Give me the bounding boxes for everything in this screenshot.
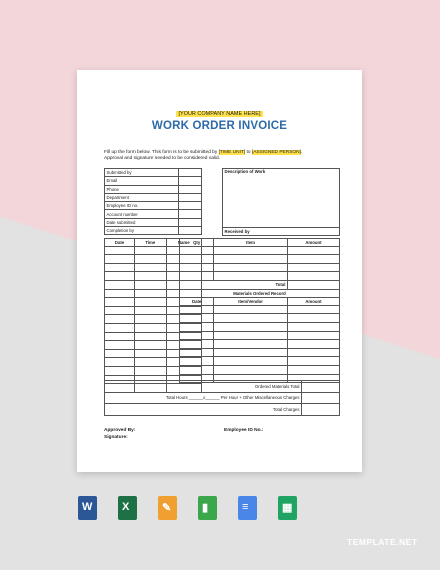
total-charges-value[interactable] [302,404,340,416]
total-hours-value[interactable] [302,392,340,404]
time-cell[interactable] [105,358,135,367]
materials-cell[interactable] [214,365,288,374]
materials-cell[interactable] [287,263,339,272]
materials-cell[interactable] [180,348,214,357]
info-field-value[interactable] [179,227,202,235]
materials-cell[interactable] [180,314,214,323]
materials-cell[interactable] [180,365,214,374]
time-cell[interactable] [135,280,166,289]
info-field-label: Department [105,193,179,201]
info-field-label: Email [105,177,179,185]
info-table [104,168,202,235]
materials-cell[interactable] [214,272,288,281]
received-by-label: Received by [223,228,340,236]
materials-cell[interactable] [214,263,288,272]
materials-header: Amount [287,239,339,247]
time-cell[interactable] [105,366,135,375]
info-field-label: Date submitted [105,218,179,226]
time-cell[interactable] [135,315,166,324]
materials-header: Qty [180,239,214,247]
info-field-value[interactable] [179,193,202,201]
materials-cell[interactable] [180,272,214,281]
instructions: Fill up the form below. This form is to be submitted by [TIME UNIT] to [ASSIGNED PERSON]. Approval and signature needed to be considered valid. [104,150,303,162]
info-field-label: Account number [105,210,179,218]
materials-cell[interactable] [214,357,288,366]
signature-label: Signature: [104,435,128,440]
materials-header: Item/Vendor [214,298,288,306]
employee-id-label: Employee ID No.: [224,428,264,433]
materials-cell[interactable] [180,246,214,255]
time-cell[interactable] [105,341,135,350]
time-cell[interactable] [105,246,135,255]
materials-cell[interactable] [287,314,339,323]
materials-cell[interactable] [214,348,288,357]
ordered-materials-total-label: Ordered Materials Total [105,381,302,393]
app-icon-glyph: ≡ [242,501,249,513]
materials-cell[interactable] [287,331,339,340]
google-sheets-icon[interactable] [278,496,297,520]
pages-icon[interactable] [158,496,177,520]
numbers-icon[interactable] [198,496,217,520]
items-total-label: Total [180,280,288,289]
time-cell[interactable] [135,349,166,358]
info-field-label: Completion by [105,227,179,235]
summary-table [104,380,340,416]
app-icon-glyph: ▮ [202,502,209,514]
materials-header: Date [180,298,214,306]
time-cell[interactable] [135,255,166,264]
word-icon[interactable] [78,496,97,520]
materials-cell[interactable] [287,340,339,349]
app-icon-glyph: ▦ [282,502,293,514]
time-cell[interactable] [105,263,135,272]
items-total-value[interactable] [287,280,339,289]
brand-logo: TEMPLATE.NET [347,537,418,547]
materials-cell[interactable] [180,263,214,272]
time-cell[interactable] [135,306,166,315]
time-cell[interactable] [135,323,166,332]
time-cell[interactable] [135,272,166,281]
info-field-value[interactable] [179,202,202,210]
materials-cell[interactable] [214,314,288,323]
time-cell[interactable] [135,341,166,350]
materials-cell[interactable] [214,322,288,331]
materials-table [179,238,340,383]
ordered-materials-total-value[interactable] [302,381,340,393]
description-of-work-label: Description of Work [223,169,340,228]
materials-cell[interactable] [214,255,288,264]
document-title: WORK ORDER INVOICE [151,120,288,132]
time-header: Name [166,239,201,247]
app-icon-glyph: W [82,501,93,513]
materials-cell[interactable] [180,305,214,314]
info-field-value[interactable] [179,210,202,218]
app-icon-glyph: ✎ [162,502,172,514]
materials-cell[interactable] [287,348,339,357]
time-cell[interactable] [135,332,166,341]
info-field-label: Employee ID no. [105,202,179,210]
excel-icon[interactable] [118,496,137,520]
info-field-value[interactable] [179,169,202,177]
company-name-placeholder: [YOUR COMPANY NAME HERE] [178,111,261,117]
materials-cell[interactable] [287,305,339,314]
materials-cell[interactable] [214,246,288,255]
materials-cell[interactable] [287,272,339,281]
materials-cell[interactable] [180,331,214,340]
materials-cell[interactable] [180,322,214,331]
time-cell[interactable] [135,358,166,367]
materials-cell[interactable] [287,246,339,255]
time-cell[interactable] [135,246,166,255]
time-cell[interactable] [135,289,166,298]
materials-cell[interactable] [180,255,214,264]
info-field-value[interactable] [179,185,202,193]
time-cell[interactable] [105,315,135,324]
approved-by-label: Approved By: [104,428,136,433]
materials-cell[interactable] [180,357,214,366]
time-header: Time [135,239,166,247]
materials-cell[interactable] [180,340,214,349]
time-cell[interactable] [105,280,135,289]
materials-cell[interactable] [287,357,339,366]
time-cell[interactable] [105,323,135,332]
time-cell[interactable] [105,272,135,281]
time-cell[interactable] [105,332,135,341]
total-hours-line: Total Hours ______x______ Per Hour + Other Miscellaneous Charges [105,392,302,404]
materials-cell[interactable] [287,365,339,374]
time-cell[interactable] [105,298,135,307]
google-docs-icon[interactable] [238,496,257,520]
time-cell[interactable] [105,349,135,358]
time-cell[interactable] [105,306,135,315]
invoice-page [77,70,362,472]
materials-cell[interactable] [287,255,339,264]
info-field-label: Phone [105,185,179,193]
materials-cell[interactable] [287,322,339,331]
time-cell[interactable] [105,289,135,298]
time-cell[interactable] [135,298,166,307]
materials-header: Item [214,239,288,247]
description-table [222,168,340,236]
app-icon-glyph: X [122,501,130,513]
info-field-value[interactable] [179,218,202,226]
time-header: Date [105,239,135,247]
materials-record-label: Materials Ordered Record [180,289,340,298]
materials-cell[interactable] [214,305,288,314]
time-cell[interactable] [135,366,166,375]
materials-header: Amount [287,298,339,306]
info-field-label: Submitted by [105,169,179,177]
time-cell[interactable] [105,255,135,264]
materials-cell[interactable] [214,340,288,349]
total-charges-label: Total Charges [105,404,302,416]
time-cell[interactable] [135,263,166,272]
materials-cell[interactable] [214,331,288,340]
info-field-value[interactable] [179,177,202,185]
